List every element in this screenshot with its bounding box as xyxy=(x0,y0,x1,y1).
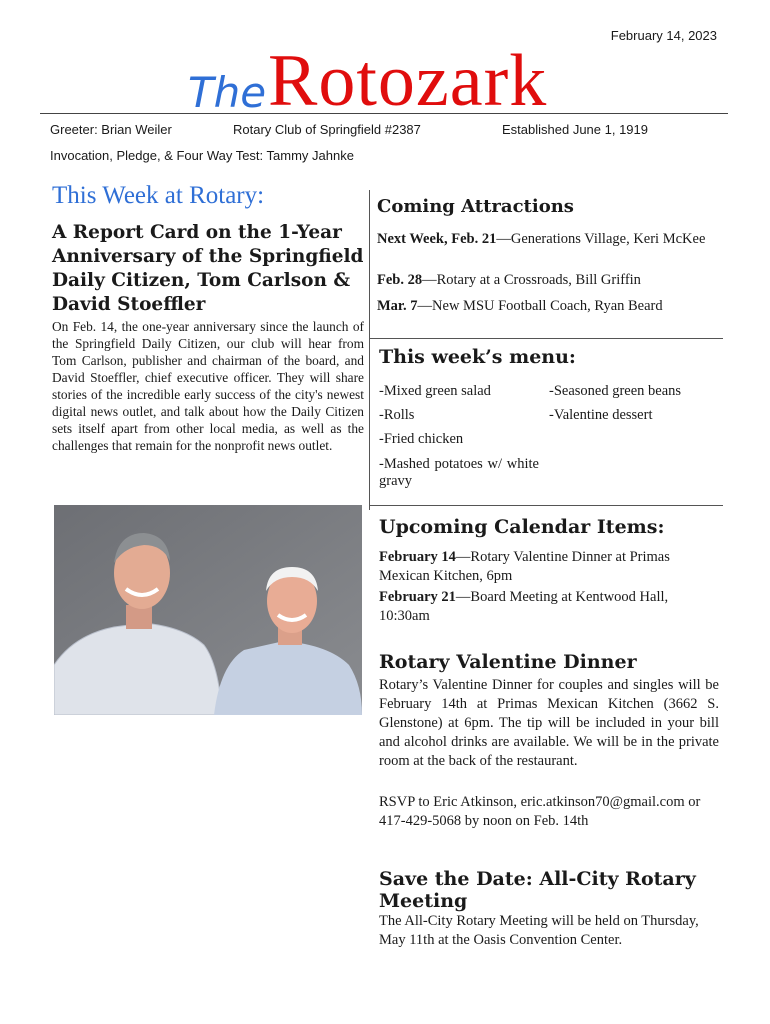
coming-attraction-date: Mar. 7 xyxy=(377,298,418,314)
save-the-date-text: The All-City Rotary Meeting will be held on Thursday, May 11th at the Oasis Convention Center. xyxy=(379,913,699,948)
masthead-the: The xyxy=(188,68,267,117)
coming-attractions-title: Coming Attractions xyxy=(377,196,574,217)
menu-title: This week’s menu: xyxy=(379,346,576,368)
speakers-photo-illustration xyxy=(54,505,362,715)
calendar-text: —Board Meeting at Kentwood Hall, 10:30am xyxy=(379,589,669,624)
menu-item: -Rolls xyxy=(379,407,415,423)
section-rule xyxy=(369,505,723,506)
save-the-date-title: Save the Date: All-City Rotary Meeting xyxy=(379,868,696,912)
calendar-title: Upcoming Calendar Items: xyxy=(379,516,665,538)
coming-attraction-date: Next Week, Feb. 21 xyxy=(377,231,497,247)
calendar-text: —Rotary Valentine Dinner at Primas Mexican Kitchen, 6pm xyxy=(379,549,670,584)
coming-attraction-item xyxy=(377,297,722,316)
established-date: Established June 1, 1919 xyxy=(502,122,648,137)
section-title: This Week at Rotary: xyxy=(52,182,265,209)
greeter-text: Greeter: Brian Weiler xyxy=(50,122,172,137)
speakers-photo xyxy=(54,505,362,715)
coming-attraction-text: —New MSU Football Coach, Ryan Beard xyxy=(417,298,663,314)
story-headline: A Report Card on the 1-Year Anniversary of the Springfield Daily Citizen, Tom Carlson & David Stoeffler xyxy=(52,222,364,315)
menu-item: -Fried chicken xyxy=(379,431,464,447)
club-name: Rotary Club of Springfield #2387 xyxy=(233,122,421,137)
calendar-date: February 14 xyxy=(379,549,456,565)
column-divider xyxy=(369,190,370,510)
invocation-text: Invocation, Pledge, & Four Way Test: Tammy Jahnke xyxy=(50,148,354,163)
coming-attraction-text: —Rotary at a Crossroads, Bill Griffin xyxy=(422,272,641,288)
valentine-dinner-text: Rotary’s Valentine Dinner for couples and singles will be February 14th at Primas Mexican Kitchen (3662 S. Glenstone) at 6pm. The tip will be included in your bill and alcohol drinks are available. We will be in the private room at the back of the restaurant. xyxy=(379,677,719,769)
masthead-title: Rotozark xyxy=(268,40,548,122)
calendar-date: February 21 xyxy=(379,589,456,605)
valentine-dinner-title: Rotary Valentine Dinner xyxy=(379,651,637,673)
section-rule xyxy=(369,338,723,339)
coming-attraction-item xyxy=(377,230,722,249)
coming-attraction-date: Feb. 28 xyxy=(377,272,423,288)
rsvp-text: RSVP to Eric Atkinson, eric.atkinson70@gmail.com or 417-429-5068 by noon on Feb. 14th xyxy=(379,794,701,829)
coming-attraction-text: —Generations Village, Keri McKee xyxy=(496,231,706,247)
menu-item: -Mashed potatoes w/ white gravy xyxy=(379,456,539,489)
calendar-item xyxy=(379,548,709,586)
menu-item: -Valentine dessert xyxy=(549,407,653,423)
menu-item: -Mixed green salad xyxy=(379,383,491,399)
menu-item: -Seasoned green beans xyxy=(549,383,682,399)
masthead-rule xyxy=(40,113,728,114)
story-body: On Feb. 14, the one-year anniversary since the launch of the Springfield Daily Citizen, our club will hear from Tom Carlson, publisher and chairman of the board, and David Stoeffler, chief executive officer. They will share stories of the incredible early success of the city's newest digital news outlet, and talk about how the Daily Citizen sets itself apart from other local media, as well as the challenges that remain for the nonprofit news outlet. xyxy=(52,319,364,453)
calendar-item xyxy=(379,588,714,626)
coming-attraction-item xyxy=(377,271,722,290)
issue-date: February 14, 2023 xyxy=(610,28,717,43)
